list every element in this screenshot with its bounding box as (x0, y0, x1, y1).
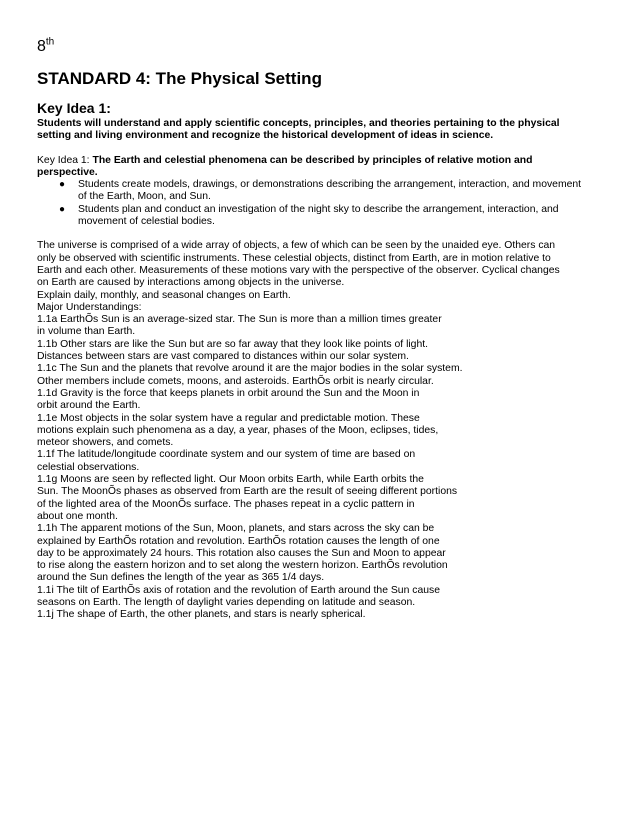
key-idea-heading: Key Idea 1: (37, 100, 111, 116)
intro-line: setting and living environment and recognize the historical development of ideas in science. (37, 130, 494, 142)
document-page (37, 38, 593, 622)
body-line: Explain daily, monthly, and seasonal changes on Earth. (37, 289, 291, 301)
list-item-line: movement of celestial bodies. (78, 216, 215, 228)
body-line: only be observed with scientific instruments. These celestial objects, distinct from Earth, are in motion relative to (37, 252, 551, 264)
body-line: 1.1g Moons are seen by reflected light. Our Moon orbits Earth, while Earth orbits the (37, 474, 424, 486)
body-line: seasons on Earth. The length of daylight varies depending on latitude and season. (37, 596, 416, 608)
body-line: to rise along the eastern horizon and to set along the western horizon. EarthÕs revolution (37, 560, 448, 572)
body-line: around the Sun defines the length of the year as 365 1/4 days. (37, 572, 325, 584)
body-line: 1.1h The apparent motions of the Sun, Moon, planets, and stars across the sky can be (37, 523, 435, 535)
body-line: Major Understandings: (37, 301, 142, 313)
intro-paragraph (37, 118, 593, 143)
grade-number: 8 (37, 38, 46, 55)
body-line: 1.1i The tilt of EarthÕs axis of rotation and the revolution of Earth around the Sun cause (37, 584, 440, 596)
body-line: Distances between stars are vast compared to distances within our solar system. (37, 351, 409, 363)
body-line: meteor showers, and comets. (37, 437, 174, 449)
body-line: motions explain such phenomena as a day, a year, phases of the Moon, eclipses, tides, (37, 424, 439, 436)
body-line: on Earth are caused by interactions among objects in the universe. (37, 277, 345, 289)
body-line: Sun. The MoonÕs phases as observed from Earth are the result of seeing different portions (37, 486, 458, 498)
body-line: 1.1d Gravity is the force that keeps planets in orbit around the Sun and the Moon in (37, 387, 420, 399)
body-line: 1.1e Most objects in the solar system have a regular and predictable motion. These (37, 412, 420, 424)
body-line: of the lighted area of the MoonÕs surface. The phases repeat in a cyclic pattern in (37, 498, 415, 510)
body-line: day to be approximately 24 hours. This rotation also causes the Sun and Moon to appear (37, 547, 446, 559)
body-line: 1.1c The Sun and the planets that revolve around it are the major bodies in the solar system. (37, 363, 463, 375)
standard-title: STANDARD 4: The Physical Setting (37, 69, 322, 88)
body-line: 1.1a EarthÕs Sun is an average-sized star. The Sun is more than a million times greater (37, 314, 442, 326)
key-idea-text-continued: perspective. (37, 166, 98, 178)
list-item-line: Students create models, drawings, or demonstrations describing the arrangement, interaction, and movement (78, 179, 582, 191)
grade-suffix: th (45, 36, 55, 48)
body-line: celestial observations. (37, 461, 140, 473)
bullet-icon: ● (59, 203, 66, 215)
bullet-icon: ● (59, 179, 66, 191)
intro-line: Students will understand and apply scientific concepts, principles, and theories pertaining to the physical (37, 118, 560, 129)
body-line: about one month. (37, 510, 118, 522)
list-item (37, 179, 593, 204)
body-line: 1.1b Other stars are like the Sun but are so far away that they look like points of light. (37, 338, 429, 350)
key-idea-text: The Earth and celestial phenomena can be described by principles of relative motion and (92, 154, 533, 166)
body-line: The universe is comprised of a wide array of objects, a few of which can be seen by the unaided eye. Others can (37, 240, 556, 252)
body-line: 1.1j The shape of Earth, the other planets, and stars is nearly spherical. (37, 609, 366, 621)
key-idea-statement (37, 155, 593, 180)
body-line: Other members include comets, moons, and asteroids. EarthÕs orbit is nearly circular. (37, 375, 434, 387)
grade-label (37, 38, 593, 56)
body-line: explained by EarthÕs rotation and revolution. EarthÕs rotation causes the length of one (37, 535, 440, 547)
performance-indicator-list (37, 179, 593, 228)
key-idea-prefix: Key Idea 1: (37, 154, 93, 166)
body-line: Earth and each other. Measurements of these motions vary with the perspective of the observer. Cyclical changes (37, 264, 560, 276)
key-idea-line (37, 155, 593, 167)
list-item-line: Students plan and conduct an investigation of the night sky to describe the arrangement, interaction, and (78, 203, 559, 215)
list-item-line: of the Earth, Moon, and Sun. (78, 191, 211, 203)
body-text (37, 240, 593, 621)
body-line: 1.1f The latitude/longitude coordinate system and our system of time are based on (37, 449, 416, 461)
list-item (37, 204, 593, 229)
body-line: in volume than Earth. (37, 326, 136, 338)
body-line: orbit around the Earth. (37, 400, 141, 412)
